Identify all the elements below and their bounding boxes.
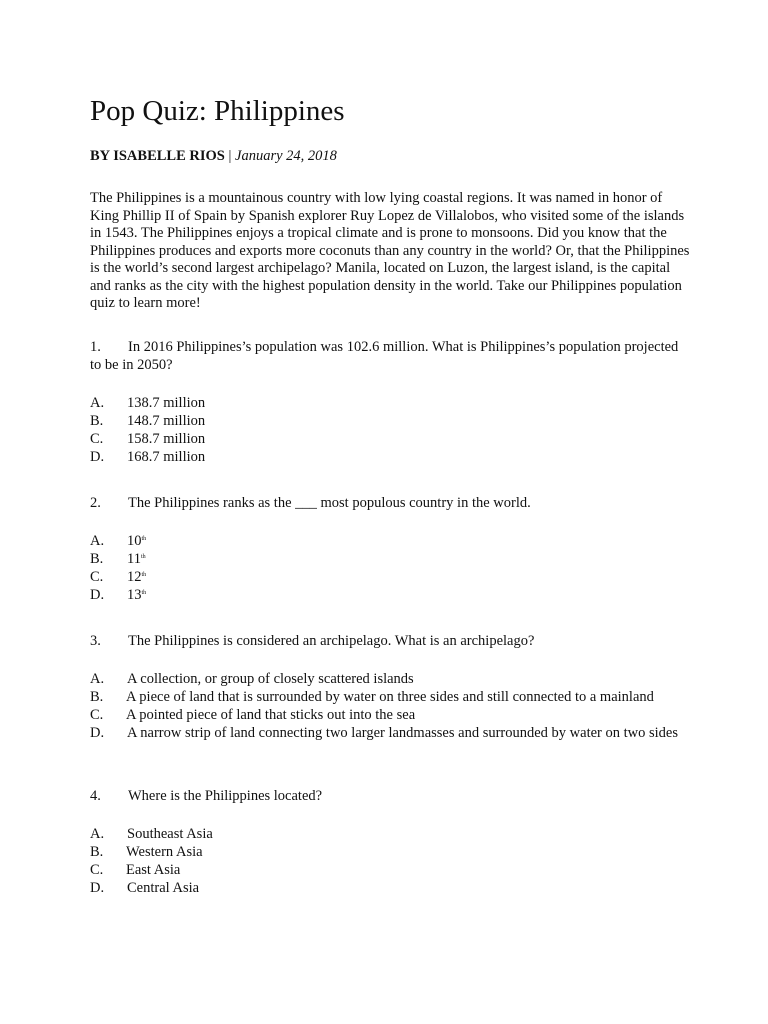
question-stem [90, 338, 690, 374]
option-text: A piece of land that is surrounded by water on three sides and still connected to a mainland [126, 689, 654, 705]
intro-paragraph: The Philippines is a mountainous country with low lying coastal regions. It was named in honor of King Phillip II of Spain by Spanish explorer Ruy Lopez de Villalobos, who visited some of the islands in 1543. The Philippines enjoys a tropical climate and is prone to monsoons. Did you know that the Philippines produces and exports more coconuts than any country in the world? Or, that the Philippines is the world’s second largest archipelago? Manila, located on Luzon, the largest island, is the capital and ranks as the city with the highest population density in the world. Take our Philippines population quiz to learn more! [90, 190, 690, 311]
option-text: East Asia [126, 862, 181, 878]
option-a [90, 825, 690, 843]
question-number: 4. [90, 788, 101, 804]
option-letter: A. [90, 533, 105, 549]
ordinal-suffix: th [141, 536, 147, 542]
question-4 [90, 787, 690, 897]
question-stem [90, 787, 690, 805]
option-list [90, 394, 690, 466]
question-stem [90, 494, 690, 512]
question-text: Where is the Philippines located? [128, 788, 323, 804]
question-number: 1. [90, 339, 101, 355]
option-text: 158.7 million [127, 431, 206, 447]
option-c [90, 861, 690, 879]
option-letter: C. [90, 431, 104, 447]
option-letter: B. [90, 689, 104, 705]
option-text: 13 [127, 587, 142, 603]
option-letter: A. [90, 395, 105, 411]
question-number: 3. [90, 633, 101, 649]
question-number: 2. [90, 495, 101, 511]
byline [90, 146, 337, 166]
option-c [90, 568, 690, 586]
byline-separator: | [224, 148, 236, 164]
byline-date: January 24, 2018 [235, 148, 337, 164]
option-d [90, 586, 690, 604]
question-text: The Philippines ranks as the ___ most populous country in the world. [128, 495, 531, 511]
option-letter: D. [90, 587, 105, 603]
option-text: 11 [127, 551, 141, 567]
option-text: 168.7 million [127, 449, 206, 465]
option-text: 12 [127, 569, 142, 585]
option-letter: C. [90, 707, 104, 723]
option-text: A pointed piece of land that sticks out into the sea [126, 707, 416, 723]
question-1 [90, 338, 690, 466]
option-text: A narrow strip of land connecting two larger landmasses and surrounded by water on two sides [127, 725, 679, 741]
option-letter: A. [90, 671, 105, 687]
question-2 [90, 494, 690, 604]
option-a [90, 670, 690, 688]
option-list [90, 670, 690, 742]
option-letter: B. [90, 551, 104, 567]
ordinal-suffix: th [140, 554, 146, 560]
option-letter: D. [90, 880, 105, 896]
option-letter: C. [90, 862, 104, 878]
option-text: Southeast Asia [127, 826, 213, 842]
option-a [90, 532, 690, 550]
option-d [90, 724, 690, 742]
ordinal-suffix: th [141, 572, 147, 578]
option-b [90, 843, 690, 861]
option-c [90, 430, 690, 448]
option-text: Central Asia [127, 880, 200, 896]
option-letter: C. [90, 569, 104, 585]
option-text: 148.7 million [127, 413, 206, 429]
option-d [90, 879, 690, 897]
option-letter: D. [90, 725, 105, 741]
option-list [90, 825, 690, 897]
option-b [90, 688, 690, 706]
option-c [90, 706, 690, 724]
question-text: The Philippines is considered an archipelago. What is an archipelago? [128, 633, 535, 649]
option-text: A collection, or group of closely scattered islands [127, 671, 414, 687]
byline-author: BY ISABELLE RIOS [90, 148, 225, 164]
question-stem [90, 632, 690, 650]
page-title: Pop Quiz: Philippines [90, 95, 345, 127]
option-text: 10 [127, 533, 142, 549]
option-letter: B. [90, 413, 104, 429]
option-text: 138.7 million [127, 395, 206, 411]
option-letter: A. [90, 826, 105, 842]
option-d [90, 448, 690, 466]
option-b [90, 550, 690, 568]
question-3 [90, 632, 690, 742]
option-text: Western Asia [126, 844, 203, 860]
question-text: In 2016 Philippines’s population was 102.6 million. What is Philippines’s population projected to be in 2050? [90, 339, 679, 373]
option-a [90, 394, 690, 412]
option-list [90, 532, 690, 604]
ordinal-suffix: th [141, 590, 147, 596]
option-b [90, 412, 690, 430]
option-letter: D. [90, 449, 105, 465]
option-letter: B. [90, 844, 104, 860]
